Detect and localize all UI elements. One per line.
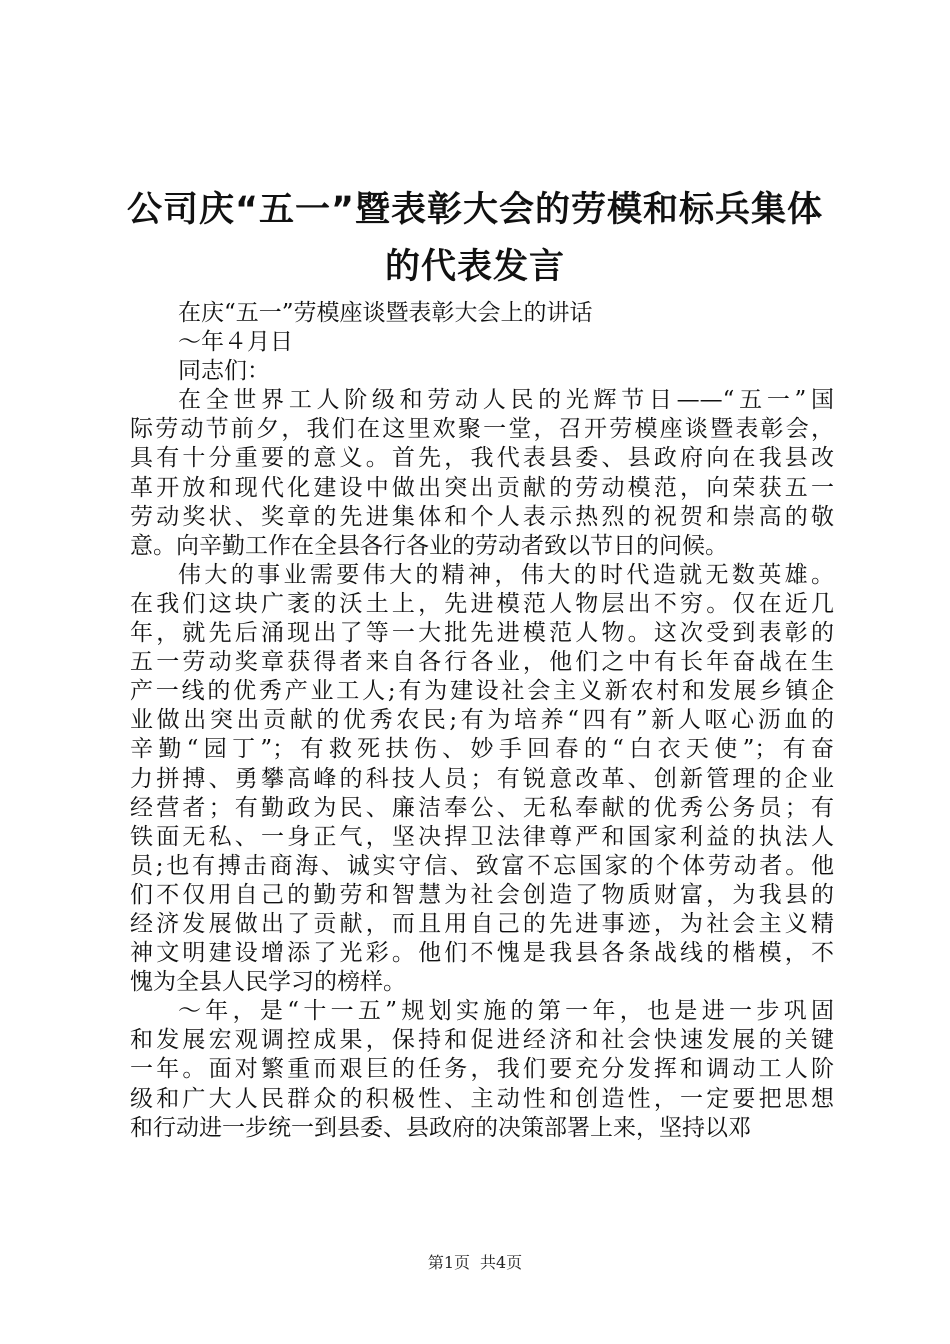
page-number: 第1页 <box>427 1253 470 1272</box>
document-title-line-2: 的代表发言 <box>384 247 565 287</box>
paragraph-line: 辛勤“园丁”；有救死扶伤、妙手回春的“白衣天使”；有奋 <box>130 736 834 763</box>
paragraph <box>130 561 834 997</box>
paragraph-line: 具有十分重要的意义。首先，我代表县委、县政府向在我县改 <box>130 445 834 472</box>
paragraph-line: 伟大的事业需要伟大的精神，伟大的时代造就无数英雄。 <box>178 561 834 588</box>
speech-date: ～年４月日 <box>178 329 293 356</box>
paragraph-line: 劳动奖状、奖章的先进集体和个人表示热烈的祝贺和崇高的敬 <box>130 503 834 530</box>
paragraph-line: 意。向辛勤工作在全县各行各业的劳动者致以节日的问候。 <box>130 532 728 559</box>
page-total: 共4页 <box>480 1253 523 1272</box>
paragraph-line: 级和广大人民群众的积极性、主动性和创造性，一定要把思想 <box>130 1085 834 1112</box>
paragraph-line: 铁面无私、一身正气，坚决捍卫法律尊严和国家利益的执法人 <box>130 823 834 850</box>
paragraph-line: 神文明建设增添了光彩。他们不愧是我县各条战线的楷模，不 <box>130 940 834 967</box>
paragraph-line: 愧为全县人民学习的榜样。 <box>130 969 406 996</box>
salutation: 同志们： <box>178 358 270 385</box>
page-footer <box>0 1250 950 1273</box>
paragraph-line: ～年，是“十一五”规划实施的第一年，也是进一步巩固 <box>178 998 834 1025</box>
paragraph-line: 在全世界工人阶级和劳动人民的光辉节日——“五一”国 <box>178 387 834 414</box>
paragraph-line: 际劳动节前夕，我们在这里欢聚一堂，召开劳模座谈暨表彰会， <box>130 416 834 443</box>
paragraph-line: 员;也有搏击商海、诚实守信、致富不忘国家的个体劳动者。他 <box>130 852 834 879</box>
paragraph-line: 们不仅用自己的勤劳和智慧为社会创造了物质财富，为我县的 <box>130 881 834 908</box>
speech-subtitle: 在庆“五一”劳模座谈暨表彰大会上的讲话 <box>178 300 593 326</box>
paragraph-line: 业做出突出贡献的优秀农民;有为培养“四有”新人呕心沥血的 <box>130 707 834 734</box>
paragraph-line: 一年。面对繁重而艰巨的任务，我们要充分发挥和调动工人阶 <box>130 1056 834 1083</box>
paragraph-line: 在我们这块广袤的沃土上，先进模范人物层出不穷。仅在近几 <box>130 590 834 617</box>
document-body <box>130 299 834 1143</box>
document-title-line-1: 公司庆“五一”暨表彰大会的劳模和标兵集体 <box>126 190 823 230</box>
paragraphs-container <box>130 386 834 1142</box>
paragraph <box>130 386 834 561</box>
paragraph-line: 革开放和现代化建设中做出突出贡献的劳动模范，向荣获五一 <box>130 474 834 501</box>
paragraph-line: 力拼搏、勇攀高峰的科技人员；有锐意改革、创新管理的企业 <box>130 765 834 792</box>
paragraph-line: 年，就先后涌现出了等一大批先进模范人物。这次受到表彰的 <box>130 620 834 647</box>
paragraph <box>130 997 834 1142</box>
paragraph-line: 经济发展做出了贡献，而且用自己的先进事迹，为社会主义精 <box>130 910 834 937</box>
paragraph-line: 经营者；有勤政为民、廉洁奉公、无私奉献的优秀公务员；有 <box>130 794 834 821</box>
paragraph-line: 产一线的优秀产业工人;有为建设社会主义新农村和发展乡镇企 <box>130 678 834 705</box>
paragraph-line: 和发展宏观调控成果，保持和促进经济和社会快速发展的关键 <box>130 1027 834 1054</box>
paragraph-line: 五一劳动奖章获得者来自各行各业，他们之中有长年奋战在生 <box>130 649 834 676</box>
paragraph-line: 和行动进一步统一到县委、县政府的决策部署上来，坚持以邓 <box>130 1114 751 1141</box>
